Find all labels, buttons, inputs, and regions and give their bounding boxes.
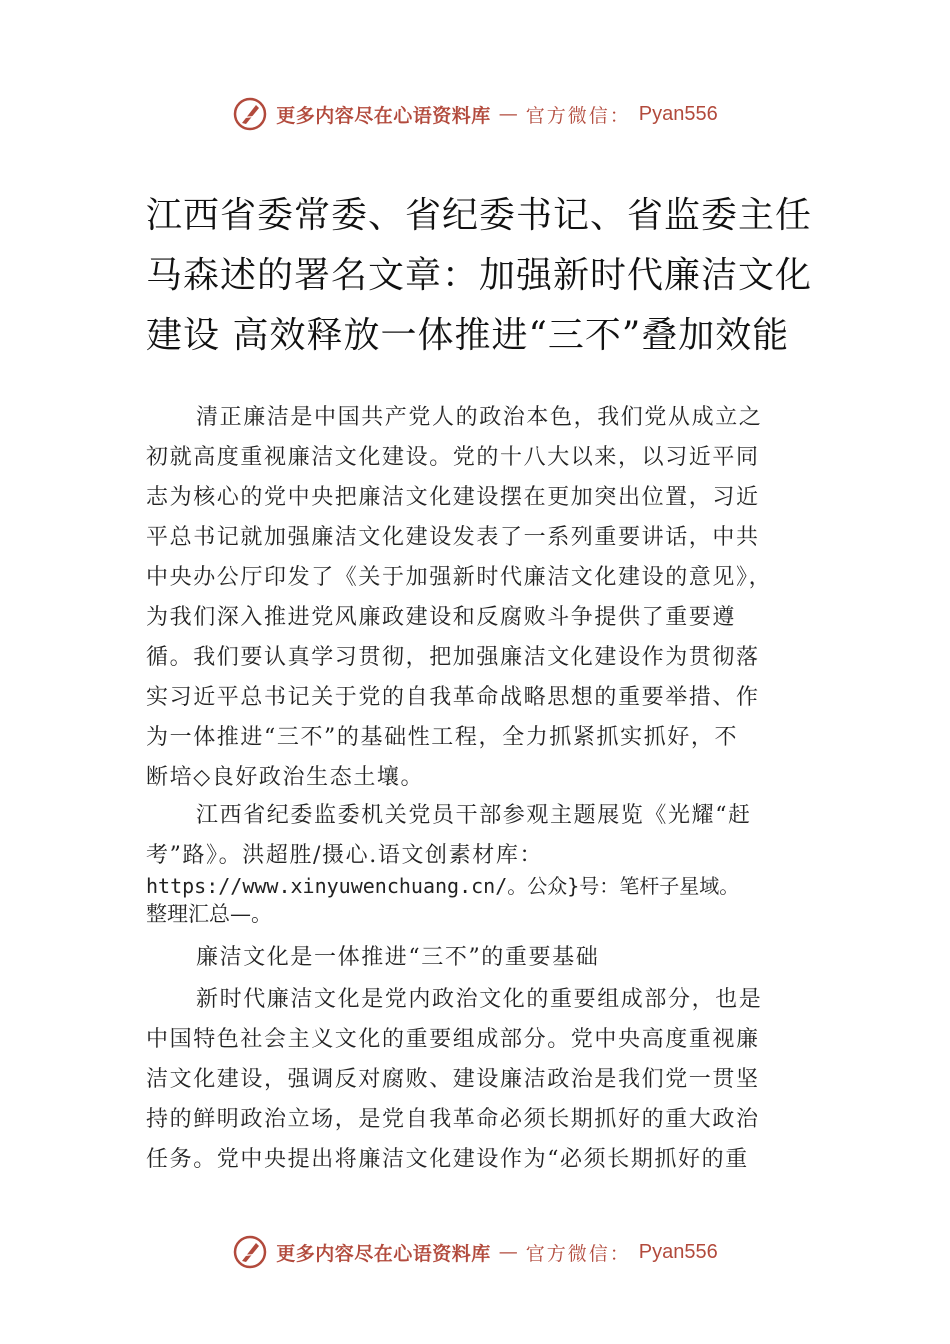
paragraph-line: 初就高度重视廉洁文化建设。党的十八大以来，以习近平同 — [146, 445, 760, 470]
title-line: 江西省委常委、省纪委书记、省监委主任 — [146, 195, 813, 236]
title-line: 马森述的署名文章：加强新时代廉洁文化 — [146, 255, 813, 296]
source-tail-line: 整理汇总—。 — [146, 902, 272, 926]
banner-dash: — — [498, 1241, 518, 1263]
paragraph-line: 循。我们要认真学习贯彻，把加强廉洁文化建设作为贯彻落 — [146, 645, 760, 670]
paragraph-line: 清正廉洁是中国共产党人的政治本色，我们党从成立之 — [196, 405, 763, 430]
banner-wechat-label: 官方微信： — [525, 1242, 631, 1265]
quill-logo-icon — [232, 96, 268, 132]
banner-main-text: 更多内容尽在心语资料库 — [276, 104, 491, 127]
paragraph-line: 持的鲜明政治立场，是党自我革命必须长期抓好的重大政治 — [146, 1107, 760, 1132]
paragraph-intro — [146, 398, 810, 798]
paragraph-line: 为一体推进“三不”的基础性工程，全力抓紧抓实抓好，不 — [146, 725, 739, 750]
paragraph-line: 实习近平总书记关于党的自我革命战略思想的重要举措、作 — [146, 685, 760, 710]
source-url-line: https://www.xinyuwenchuang.cn/。公众}号：笔杆子星域。 — [146, 874, 740, 898]
paragraph-line: 平总书记就加强廉洁文化建设发表了一系列重要讲话，中共 — [146, 525, 760, 550]
paragraph-line: 洁文化建设，强调反对腐败、建设廉洁政治是我们党一贯坚 — [146, 1067, 760, 1092]
paragraph-section1 — [146, 980, 810, 1180]
banner-wechat-id: Pyan556 — [638, 102, 718, 125]
title-line: 建设 高效释放一体推进“三不”叠加效能 — [146, 315, 790, 356]
document-title — [146, 186, 826, 366]
caption-line: 考”路》。洪超胜/摄心.语文创素材库： — [146, 843, 544, 868]
quill-logo-icon — [232, 1234, 268, 1270]
footer-banner — [0, 1230, 950, 1274]
paragraph-line: 为我们深入推进党风廉政建设和反腐败斗争提供了重要遵 — [146, 605, 737, 630]
paragraph-line: 志为核心的党中央把廉洁文化建设摆在更加突出位置，习近 — [146, 485, 760, 510]
paragraph-line: 任务。党中央提出将廉洁文化建设作为“必须长期抓好的重 — [146, 1147, 749, 1172]
banner-wechat-id: Pyan556 — [638, 1240, 718, 1263]
banner-main-text: 更多内容尽在心语资料库 — [276, 1242, 491, 1265]
photo-caption — [146, 796, 810, 876]
paragraph-line: 断培◇良好政治生态土壤。 — [146, 765, 425, 790]
header-banner — [0, 92, 950, 136]
section-heading — [146, 938, 810, 978]
banner-dash: — — [498, 103, 518, 125]
paragraph-line: 中央办公厅印发了《关于加强新时代廉洁文化建设的意见》， — [146, 565, 773, 590]
paragraph-line: 新时代廉洁文化是党内政治文化的重要组成部分，也是 — [196, 987, 763, 1012]
caption-line: 江西省纪委监委机关党员干部参观主题展览《光耀“赶 — [196, 803, 752, 828]
heading-text: 廉洁文化是一体推进“三不”的重要基础 — [196, 945, 600, 970]
paragraph-line: 中国特色社会主义文化的重要组成部分。党中央高度重视廉 — [146, 1027, 760, 1052]
banner-wechat-label: 官方微信： — [525, 104, 631, 127]
